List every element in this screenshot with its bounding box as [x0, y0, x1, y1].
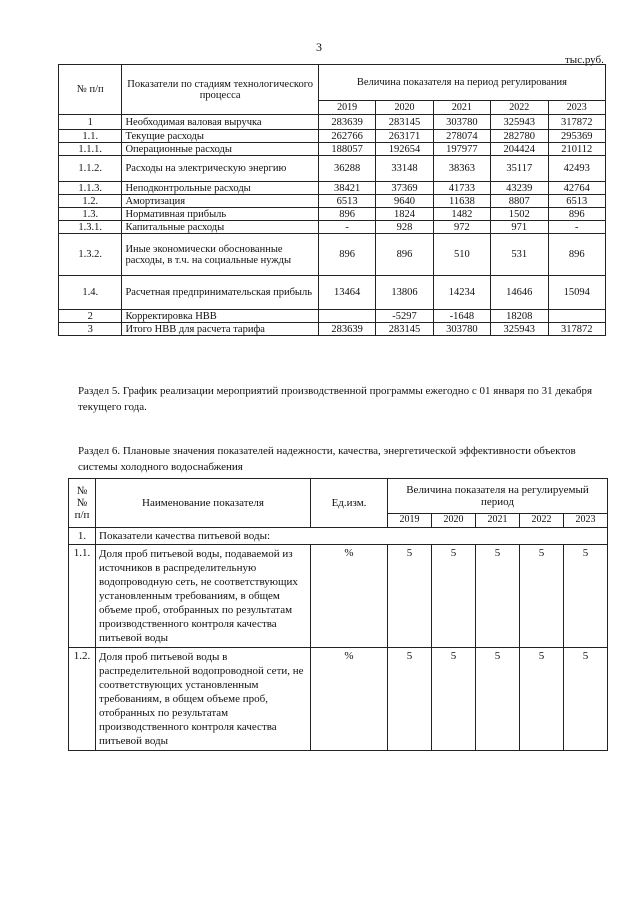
row-value: 283639	[318, 115, 375, 130]
table-row	[69, 545, 608, 648]
row-value: 896	[376, 234, 433, 276]
row-num: 1.3.	[59, 208, 122, 221]
year-header: 2019	[388, 514, 432, 528]
row-name: Расчетная предпринимательская прибыль	[122, 276, 318, 310]
table-row	[59, 234, 606, 276]
quality-indicators-table	[68, 478, 608, 751]
row-value: 42493	[548, 156, 606, 182]
row-num: 3	[59, 323, 122, 336]
row-value: 896	[318, 234, 375, 276]
group-name: Показатели качества питьевой воды:	[96, 528, 608, 545]
row-name: Текущие расходы	[122, 130, 318, 143]
table-row	[59, 156, 606, 182]
row-value: 8807	[491, 195, 548, 208]
year-header: 2020	[432, 514, 476, 528]
table-row	[59, 208, 606, 221]
col-period-header: Величина показателя на период регулирования	[318, 65, 605, 101]
row-name: Неподконтрольные расходы	[122, 182, 318, 195]
row-name: Расходы на электрическую энергию	[122, 156, 318, 182]
year-header: 2019	[318, 101, 375, 115]
table-row	[59, 130, 606, 143]
row-value: 5	[476, 648, 520, 751]
col-name-header: Наименование показателя	[96, 479, 311, 528]
year-header: 2023	[548, 101, 606, 115]
row-value: 9640	[376, 195, 433, 208]
row-value: 18208	[491, 310, 548, 323]
row-name: Необходимая валовая выручка	[122, 115, 318, 130]
row-value: 14646	[491, 276, 548, 310]
row-num: 1.3.1.	[59, 221, 122, 234]
row-value: 278074	[433, 130, 490, 143]
table-row	[59, 276, 606, 310]
row-name: Капитальные расходы	[122, 221, 318, 234]
row-value: 36288	[318, 156, 375, 182]
col-name-header: Показатели по стадиям технологического процесса	[122, 65, 318, 115]
row-value: 42764	[548, 182, 606, 195]
row-value: 295369	[548, 130, 606, 143]
row-value: 192654	[376, 143, 433, 156]
row-value: -5297	[376, 310, 433, 323]
units-label: тыс.руб.	[565, 54, 604, 66]
row-value: 11638	[433, 195, 490, 208]
row-value: 13806	[376, 276, 433, 310]
row-value: 5	[520, 648, 564, 751]
row-value: 5	[564, 545, 608, 648]
row-value: 5	[564, 648, 608, 751]
row-num: 1.1.2.	[59, 156, 122, 182]
row-num: 2	[59, 310, 122, 323]
row-unit: %	[311, 648, 388, 751]
row-value: 15094	[548, 276, 606, 310]
row-name: Операционные расходы	[122, 143, 318, 156]
row-value: 1824	[376, 208, 433, 221]
row-num: 1.1.	[69, 545, 96, 648]
row-value: 35117	[491, 156, 548, 182]
row-value: 510	[433, 234, 490, 276]
row-value: 283145	[376, 323, 433, 336]
row-value: 317872	[548, 115, 606, 130]
row-value: 14234	[433, 276, 490, 310]
col-num-header: №№ п/п	[69, 479, 96, 528]
row-name: Итого НВВ для расчета тарифа	[122, 323, 318, 336]
row-value: 6513	[318, 195, 375, 208]
row-value: 531	[491, 234, 548, 276]
year-header: 2020	[376, 101, 433, 115]
page-number: 3	[316, 40, 322, 54]
table-row	[59, 195, 606, 208]
row-num: 1.3.2.	[59, 234, 122, 276]
row-value: 13464	[318, 276, 375, 310]
row-value: 204424	[491, 143, 548, 156]
row-name: Амортизация	[122, 195, 318, 208]
row-value: 317872	[548, 323, 606, 336]
row-value: 1502	[491, 208, 548, 221]
col-unit-header: Ед.изм.	[311, 479, 388, 528]
row-value: -1648	[433, 310, 490, 323]
row-num: 1.2.	[69, 648, 96, 751]
row-value: -	[318, 221, 375, 234]
row-value: 972	[433, 221, 490, 234]
section-5-text: Раздел 5. График реализации мероприятий производственной программы ежегодно с 01 января по 31 декабря текущего года.	[78, 385, 593, 413]
row-value: 33148	[376, 156, 433, 182]
year-header: 2021	[476, 514, 520, 528]
year-header: 2023	[564, 514, 608, 528]
table-row	[59, 310, 606, 323]
row-num: 1	[59, 115, 122, 130]
row-num: 1.2.	[59, 195, 122, 208]
row-value: 38363	[433, 156, 490, 182]
row-value: 971	[491, 221, 548, 234]
table-row	[59, 221, 606, 234]
row-value: 5	[432, 545, 476, 648]
row-value: 1482	[433, 208, 490, 221]
row-value: 41733	[433, 182, 490, 195]
row-value: 210112	[548, 143, 606, 156]
row-value: 5	[388, 648, 432, 751]
col-period-header: Величина показателя на регулируемый период	[388, 479, 608, 514]
financial-indicators-table	[58, 64, 606, 336]
row-name: Доля проб питьевой воды, подаваемой из источников в распределительную водопроводную сеть, не соответствующих установленным требованиям, в общем объеме проб, отобранных по результатам производственного контроля качества питьевой воды	[96, 545, 311, 648]
table-row	[59, 143, 606, 156]
row-name: Доля проб питьевой воды в распределительной водопроводной сети, не соответствующих установленным требованиям, в общем объеме проб, отобранных по результатам производственного контроля качества питьевой воды	[96, 648, 311, 751]
row-value: 283639	[318, 323, 375, 336]
row-value: 5	[476, 545, 520, 648]
row-value: 38421	[318, 182, 375, 195]
row-value: 303780	[433, 115, 490, 130]
row-value: 263171	[376, 130, 433, 143]
row-value: 283145	[376, 115, 433, 130]
year-header: 2021	[433, 101, 490, 115]
row-value: 5	[432, 648, 476, 751]
row-value: 37369	[376, 182, 433, 195]
row-value: 896	[548, 234, 606, 276]
year-header: 2022	[520, 514, 564, 528]
row-value: 5	[520, 545, 564, 648]
table-row	[59, 323, 606, 336]
row-value: 325943	[491, 115, 548, 130]
row-value: 896	[318, 208, 375, 221]
table-row	[59, 115, 606, 130]
row-value: 928	[376, 221, 433, 234]
row-unit: %	[311, 545, 388, 648]
row-value: 43239	[491, 182, 548, 195]
row-value	[548, 310, 606, 323]
row-value: 282780	[491, 130, 548, 143]
row-num: 1.1.	[59, 130, 122, 143]
row-name: Иные экономически обоснованные расходы, в т.ч. на социальные нужды	[122, 234, 318, 276]
row-num: 1.4.	[59, 276, 122, 310]
row-num: 1.1.3.	[59, 182, 122, 195]
group-row	[69, 528, 608, 545]
table-row	[59, 182, 606, 195]
row-value: 197977	[433, 143, 490, 156]
section-6-text: Раздел 6. Плановые значения показателей надежности, качества, энергетической эффективности объектов системы холодного водоснабжения	[78, 445, 576, 473]
row-value: 262766	[318, 130, 375, 143]
row-name: Корректировка НВВ	[122, 310, 318, 323]
group-num: 1.	[69, 528, 96, 545]
table-row	[69, 648, 608, 751]
row-name: Нормативная прибыль	[122, 208, 318, 221]
year-header: 2022	[491, 101, 548, 115]
row-value	[318, 310, 375, 323]
row-value: 5	[388, 545, 432, 648]
row-num: 1.1.1.	[59, 143, 122, 156]
row-value: 188057	[318, 143, 375, 156]
row-value: -	[548, 221, 606, 234]
row-value: 896	[548, 208, 606, 221]
col-num-header: № п/п	[59, 65, 122, 115]
row-value: 325943	[491, 323, 548, 336]
row-value: 6513	[548, 195, 606, 208]
row-value: 303780	[433, 323, 490, 336]
